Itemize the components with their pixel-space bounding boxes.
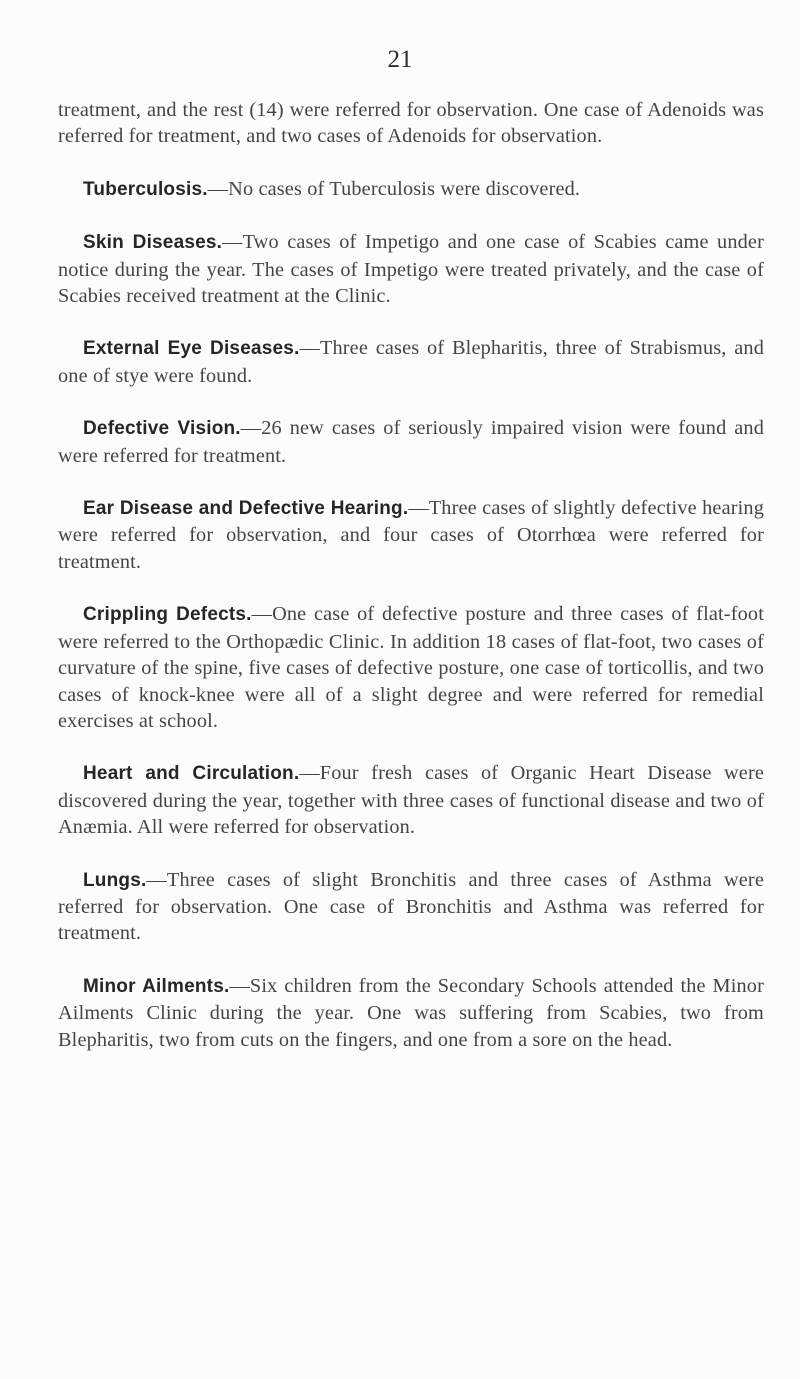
section-ear-disease bbox=[58, 495, 764, 575]
em-dash: — bbox=[240, 417, 262, 440]
section-heart-circulation bbox=[58, 760, 764, 840]
section-heading: Tuberculosis. bbox=[83, 178, 208, 200]
section-tuberculosis bbox=[58, 176, 764, 203]
section-text: Two cases of Impetigo and one case of Scabies came under notice during the year. The cases of Impetigo were treated privately, and the case of Scabies received treatment at the Clinic. bbox=[58, 231, 764, 308]
em-dash: — bbox=[222, 231, 243, 254]
section-defective-vision bbox=[58, 415, 764, 469]
section-lungs bbox=[58, 867, 764, 947]
em-dash: — bbox=[229, 974, 250, 997]
section-external-eye-diseases bbox=[58, 335, 764, 389]
section-text: Three cases of slight Bronchitis and three cases of Asthma were referred for observation. One case of Bronchitis and Asthma was referred for treatment. bbox=[58, 868, 764, 945]
section-heading: External Eye Diseases. bbox=[83, 338, 300, 360]
section-text: No cases of Tuberculosis were discovered. bbox=[228, 177, 581, 200]
em-dash: — bbox=[251, 603, 273, 626]
section-text: 26 new cases of seriously impaired vision were found and were referred for treatment. bbox=[58, 417, 764, 467]
section-text: Three cases of slightly defective hearing were referred for observation, and four cases of Otorrhœa were referred for treatment. bbox=[58, 497, 765, 573]
section-text: Six children from the Secondary Schools attended the Minor Ailments Clinic during the year. One was suffering from Scabies, two from Blepharitis, two from cuts on the fingers, and one from a sore on the head. bbox=[58, 974, 764, 1051]
page-body bbox=[58, 97, 764, 1053]
section-heading: Ear Disease and Defective Hearing. bbox=[83, 498, 409, 520]
em-dash: — bbox=[146, 868, 167, 891]
intro-paragraph: treatment, and the rest (14) were referred for observation. One case of Adenoids was referred for treatment, and two cases of Adenoids for observation. bbox=[58, 99, 764, 148]
em-dash: — bbox=[408, 497, 429, 520]
page-number: 21 bbox=[387, 46, 413, 73]
em-dash: — bbox=[299, 762, 320, 785]
section-heading: Crippling Defects. bbox=[83, 604, 252, 626]
section-minor-ailments bbox=[58, 973, 764, 1053]
section-heading: Minor Ailments. bbox=[83, 975, 230, 997]
section-text: One case of defective posture and three cases of flat-foot were referred to the Orthopædic Clinic. In addition 18 cases of flat-foot, two cases of curvature of the spine, five cases of defective posture, one case of torticollis, and two cases of knock-knee were all of a slight degree and were referred for remedial exercises at school. bbox=[58, 603, 764, 732]
em-dash: — bbox=[207, 177, 229, 200]
section-text: Four fresh cases of Organic Heart Disease were discovered during the year, together with three cases of functional disease and two of Anæmia. All were referred for observation. bbox=[58, 762, 764, 839]
em-dash: — bbox=[299, 337, 320, 360]
section-crippling-defects bbox=[58, 601, 764, 734]
section-heading: Skin Diseases. bbox=[83, 232, 223, 254]
section-heading: Heart and Circulation. bbox=[83, 763, 300, 785]
section-text: Three cases of Blepharitis, three of Strabismus, and one of stye were found. bbox=[58, 337, 764, 387]
section-heading: Lungs. bbox=[83, 869, 147, 891]
section-skin-diseases bbox=[58, 229, 764, 309]
section-heading: Defective Vision. bbox=[83, 418, 241, 440]
